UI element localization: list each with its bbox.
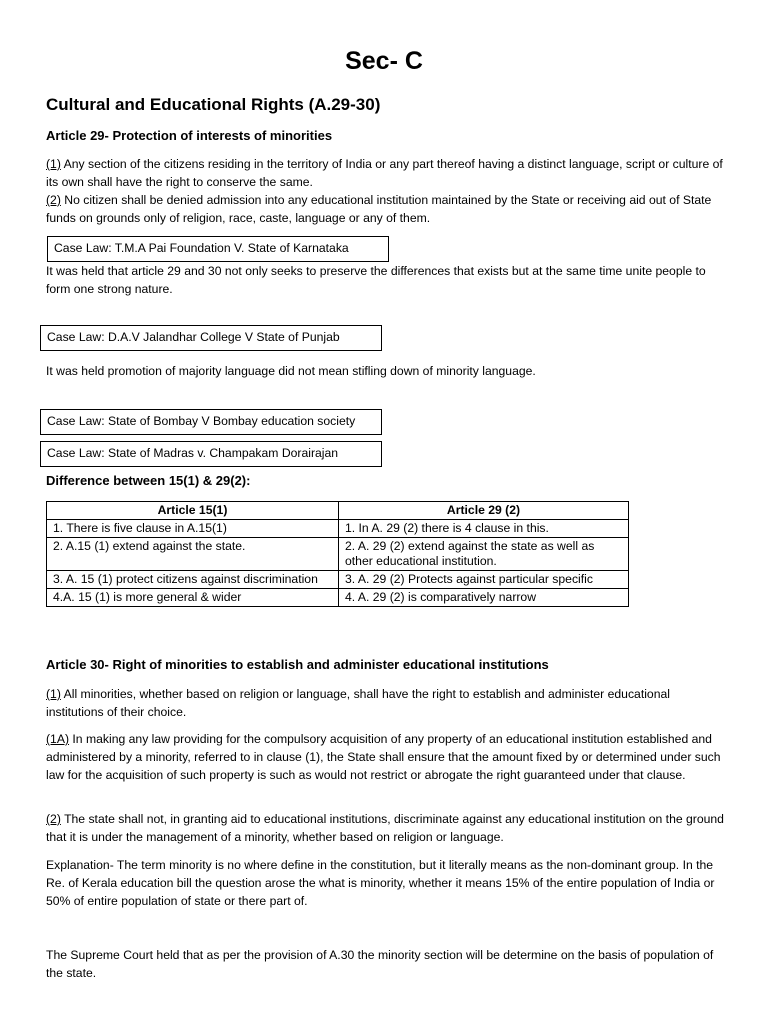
article-29-clause-1 [46, 155, 726, 191]
case-law-note-2: It was held promotion of majority language did not mean stifling down of minority language. [46, 364, 536, 378]
case-law-box-3: Case Law: State of Bombay V Bombay education society [40, 409, 382, 435]
article-29-clause-2 [46, 191, 726, 227]
table-cell: 3. A. 29 (2) Protects against particular specific [339, 571, 629, 589]
clause-number: (1A) [46, 732, 70, 746]
clause-text: The state shall not, in granting aid to educational institutions, discriminate against any educational institution on the ground that it is under the management of a minority, whether based on religion or language. [46, 812, 724, 844]
case-law-box-4: Case Law: State of Madras v. Champakam Dorairajan [40, 441, 382, 467]
table-cell: 2. A.15 (1) extend against the state. [47, 538, 339, 571]
column-header: Article 29 (2) [339, 502, 629, 520]
table-row [47, 520, 629, 538]
table-row [47, 571, 629, 589]
article-30-heading: Article 30- Right of minorities to establish and administer educational institutions [46, 657, 549, 672]
section-heading: Cultural and Educational Rights (A.29-30) [46, 95, 381, 114]
table-row [47, 538, 629, 571]
clause-text: Any section of the citizens residing in the territory of India or any part thereof having a distinct language, script or culture of its own shall have the right to conserve the same. [46, 157, 723, 189]
table-header-row [47, 502, 629, 520]
clause-number: (1) [46, 687, 61, 701]
page-title: Sec- C [345, 47, 423, 75]
column-header: Article 15(1) [47, 502, 339, 520]
article-29-heading: Article 29- Protection of interests of minorities [46, 128, 333, 143]
table-cell: 1. In A. 29 (2) there is 4 clause in this. [339, 520, 629, 538]
table-cell: 3. A. 15 (1) protect citizens against discrimination [47, 571, 339, 589]
explanation-paragraph: Explanation- The term minority is no where define in the constitution, but it literally means as the non-dominant group. In the Re. of Kerala education bill the question arose the what is minority, whether it means 15% of the entire population of India or 50% of entire population of state or there part of. [46, 858, 715, 908]
clause-text: All minorities, whether based on religion or language, shall have the right to establish and administer educational institutions of their choice. [46, 687, 670, 719]
clause-text: No citizen shall be denied admission into any educational institution maintained by the State or receiving aid out of State funds on grounds only of religion, race, caste, language or any of them. [46, 193, 712, 225]
table-row [47, 589, 629, 607]
supreme-court-paragraph: The Supreme Court held that as per the provision of A.30 the minority section will be determine on the basis of population of the state. [46, 948, 714, 980]
table-cell: 4.A. 15 (1) is more general & wider [47, 589, 339, 607]
difference-heading: Difference between 15(1) & 29(2): [46, 473, 251, 488]
table-cell: 4. A. 29 (2) is comparatively narrow [339, 589, 629, 607]
article-30-clause-1 [46, 685, 726, 721]
article-30-clause-2 [46, 810, 726, 846]
case-law-note-1: It was held that article 29 and 30 not only seeks to preserve the differences that exists but at the same time unite people to form one strong nature. [46, 264, 706, 296]
clause-number: (2) [46, 193, 61, 207]
clause-number: (1) [46, 157, 61, 171]
table-cell: 2. A. 29 (2) extend against the state as well as other educational institution. [339, 538, 629, 571]
difference-table [46, 501, 629, 607]
clause-text: In making any law providing for the compulsory acquisition of any property of an educational institution established and administered by a minority, referred to in clause (1), the State shall ensure that the amount fixed by or determined under such law for the acquisition of such property is such as would not restrict or abrogate the right guaranteed under that clause. [46, 732, 721, 782]
table-cell: 1. There is five clause in A.15(1) [47, 520, 339, 538]
clause-number: (2) [46, 812, 61, 826]
case-law-box-2: Case Law: D.A.V Jalandhar College V State of Punjab [40, 325, 382, 351]
article-30-clause-1a [46, 730, 726, 784]
case-law-box-1: Case Law: T.M.A Pai Foundation V. State of Karnataka [47, 236, 389, 262]
